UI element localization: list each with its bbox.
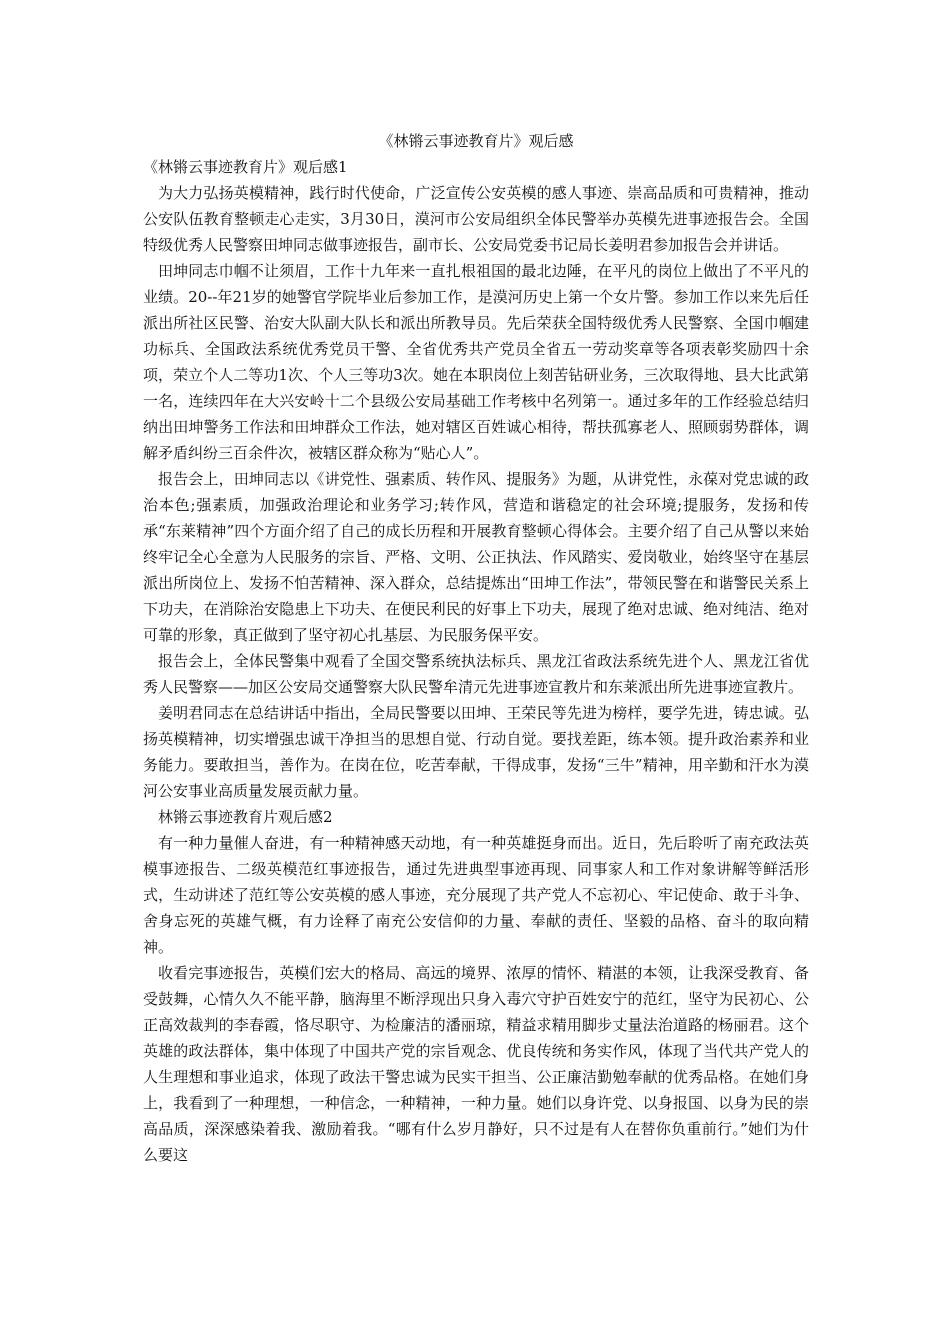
- paragraph: 报告会上，田坤同志以《讲党性、强素质、转作风、提服务》为题，从讲党性，永葆对党忠诚的政治本色;强素质，加强政治理论和业务学习;转作风，营造和谐稳定的社会环境;提服务，发扬和传承“东莱精神”四个方面介绍了自己的成长历程和开展教育整顿心得体会。主要介绍了自己从警以来始终牢记全心全意为人民服务的宗旨、严格、文明、公正执法、作风踏实、爱岗敬业，始终坚守在基层派出所岗位上、发扬不怕苦精神、深入群众，总结提炼出“田坤工作法”，带领民警在和谐警民关系上下功夫，在消除治安隐患上下功夫、在便民利民的好事上下功夫，展现了绝对忠诚、绝对纯洁、绝对可靠的形象，真正做到了坚守初心扎基层、为民服务保平安。: [143, 470, 809, 644]
- section-1: [143, 154, 809, 804]
- section-2-heading: 林锵云事迹教育片观后感2: [158, 808, 333, 826]
- paragraph: 报告会上，全体民警集中观看了全国交警系统执法标兵、黑龙江省政法系统先进个人、黑龙江省优秀人民警察——加区公安局交通警察大队民警牟清元先进事迹宣教片和东莱派出所先进事迹宣教片。: [143, 652, 809, 696]
- paragraph: 田坤同志巾帼不让须眉，工作十九年来一直扎根祖国的最北边陲，在平凡的岗位上做出了不平凡的业绩。20--年21岁的她警官学院毕业后参加工作，是漠河历史上第一个女片警。参加工作以来先后任派出所社区民警、治安大队副大队长和派出所教导员。先后荣获全国特级优秀人民警察、全国巾帼建功标兵、全国政法系统优秀党员干警、全省优秀共产党员全省五一劳动奖章等各项表彰奖励四十余项，荣立个人二等功1次、个人三等功3次。她在本职岗位上刻苦钻研业务，三次取得地、县大比武第一名，连续四年在大兴安岭十二个县级公安局基础工作考核中名列第一。通过多年的工作经验总结归纳出田坤警务工作法和田坤群众工作法，她对辖区百姓诚心相待，帮扶孤寡老人、照顾弱势群体，调解矛盾纠纷三百余件次，被辖区群众称为“贴心人”。: [143, 262, 809, 462]
- paragraph: 有一种力量催人奋进，有一种精神感天动地，有一种英雄挺身而出。近日，先后聆听了南充政法英模事迹报告、二级英模范红事迹报告，通过先进典型事迹再现、同事家人和工作对象讲解等鲜活形式，生动讲述了范红等公安英模的感人事迹，充分展现了共产党人不忘初心、牢记使命、敢于斗争、舍身忘死的英雄气概，有力诠释了南充公安信仰的力量、奉献的责任、坚毅的品格、奋斗的取向精神。: [143, 834, 809, 956]
- section-2: [143, 804, 809, 1168]
- paragraph: 姜明君同志在总结讲话中指出，全局民警要以田坤、王荣民等先进为榜样，要学先进，铸忠诚。弘扬英模精神，切实增强忠诚干净担当的思想自觉、行动自觉。要找差距，练本领。提升政治素养和业务能力。要敢担当，善作为。在岗在位，吃苦奉献，干得成事，发扬“三牛”精神，用辛勤和汗水为漠河公安事业高质量发展贡献力量。: [143, 704, 809, 800]
- paragraph: 为大力弘扬英模精神，践行时代使命，广泛宣传公安英模的感人事迹、崇高品质和可贵精神，推动公安队伍教育整顿走心走实，3月30日，漠河市公安局组织全体民警举办英模先进事迹报告会。全国特级优秀人民警察田坤同志做事迹报告，副市长、公安局党委书记局长姜明君参加报告会并讲话。: [143, 184, 809, 254]
- paragraph: 收看完事迹报告，英模们宏大的格局、高远的境界、浓厚的情怀、精湛的本领，让我深受教育、备受鼓舞，心情久久不能平静，脑海里不断浮现出只身入毒穴守护百姓安宁的范红，坚守为民初心、公正高效裁判的李春霞，恪尽职守、为检廉洁的潘丽琼，精益求精用脚步丈量法治道路的杨丽君。这个英雄的政法群体，集中体现了中国共产党的宗旨观念、优良传统和务实作风，体现了当代共产党人的人生理想和事业追求，体现了政法干警忠诚为民实干担当、公正廉洁勤勉奉献的优秀品格。在她们身上，我看到了一种理想，一种信念，一种精神，一种力量。她们以身许党、以身报国、以身为民的崇高品质，深深感染着我、激励着我。“哪有什么岁月静好，只不过是有人在替你负重前行。”她们为什么要这: [143, 964, 809, 1164]
- document-title: 《林锵云事迹教育片》观后感: [378, 132, 574, 150]
- document-body: [143, 128, 809, 1168]
- section-1-heading: 《林锵云事迹教育片》观后感1: [143, 158, 348, 176]
